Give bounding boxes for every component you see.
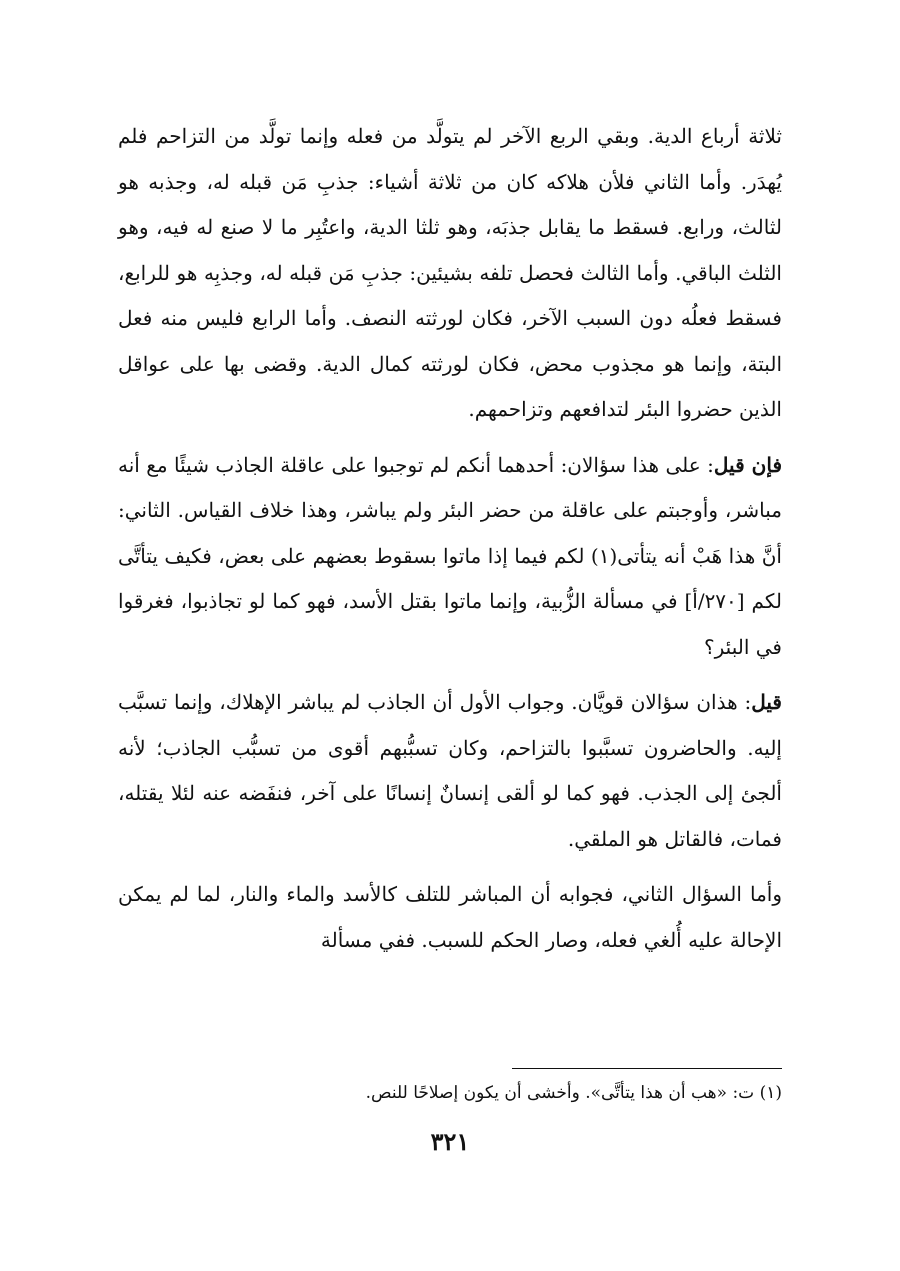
paragraph-3-text: : هذان سؤالان قويَّان. وجواب الأول أن الجاذب لم يباشر الإهلاك، وإنما تسبَّب إليه. والحاضرون تسبَّبوا بالتزاحم، وكان تسبُّبهم أقوى من تسبُّب الجاذب؛ لأنه ألجئ إلى الجذب. فهو كما لو ألقى إنسانٌ إنسانًا على آخر، فنفَضه عنه لئلا يقتله، فمات، فالقاتل هو الملقي. bbox=[118, 690, 782, 851]
paragraph-2 bbox=[118, 443, 782, 671]
footnote-divider bbox=[512, 1068, 782, 1069]
main-text bbox=[118, 114, 782, 963]
paragraph-3-lead: قيل bbox=[751, 690, 782, 714]
paragraph-2-text: : على هذا سؤالان: أحدهما أنكم لم توجبوا على عاقلة الجاذب شيئًا مع أنه مباشر، وأوجبتم على عاقلة من حضر البئر ولم يباشر، وهذا خلاف القياس. الثاني: أنَّ هذا هَبْ أنه يتأتى(١) لكم فيما إذا ماتوا بسقوط بعضهم على بعض، فكيف يتأتَّى لكم [٢٧٠/أ] في مسألة الزُّبية، وإنما ماتوا بقتل الأسد، فهو كما لو تجاذبوا، فغرقوا في البئر؟ bbox=[118, 452, 782, 659]
footnote: (١) ت: «هب أن هذا يتأتَّى». وأخشى أن يكون إصلاحًا للنص. bbox=[365, 1083, 782, 1103]
paragraph-3 bbox=[118, 680, 782, 862]
paragraph-4 bbox=[118, 872, 782, 963]
paragraph-2-lead: فإن قيل bbox=[713, 452, 783, 477]
paragraph-4-text: وأما السؤال الثاني، فجوابه أن المباشر للتلف كالأسد والماء والنار، لما لم يمكن الإحالة عليه أُلغي فعله، وصار الحكم للسبب. ففي مسألة bbox=[118, 882, 782, 952]
paragraph-1 bbox=[118, 114, 782, 433]
paragraph-1-text: ثلاثة أرباع الدية. وبقي الربع الآخر لم يتولَّد من فعله وإنما تولَّد من التزاحم فلم يُهدَر. وأما الثاني فلأن هلاكه كان من ثلاثة أشياء: جذبِ مَن قبله له، وجذبه هو لثالث، ورابع. فسقط ما يقابل جذبَه، وهو ثلثا الدية، واعتُبِر ما لا صنع له فيه، وهو الثلث الباقي. وأما الثالث فحصل تلفه بشيئين: جذبِ مَن قبله له، وجذبِه هو للرابع، فسقط فعلُه دون السبب الآخر، فكان لورثته النصف. وأما الرابع فليس منه فعل البتة، وإنما هو مجذوب محض، فكان لورثته كمال الدية. وقضى بها على عواقل الذين حضروا البئر لتدافعهم وتزاحمهم. bbox=[118, 124, 782, 421]
page-number: ٣٢١ bbox=[430, 1127, 470, 1156]
